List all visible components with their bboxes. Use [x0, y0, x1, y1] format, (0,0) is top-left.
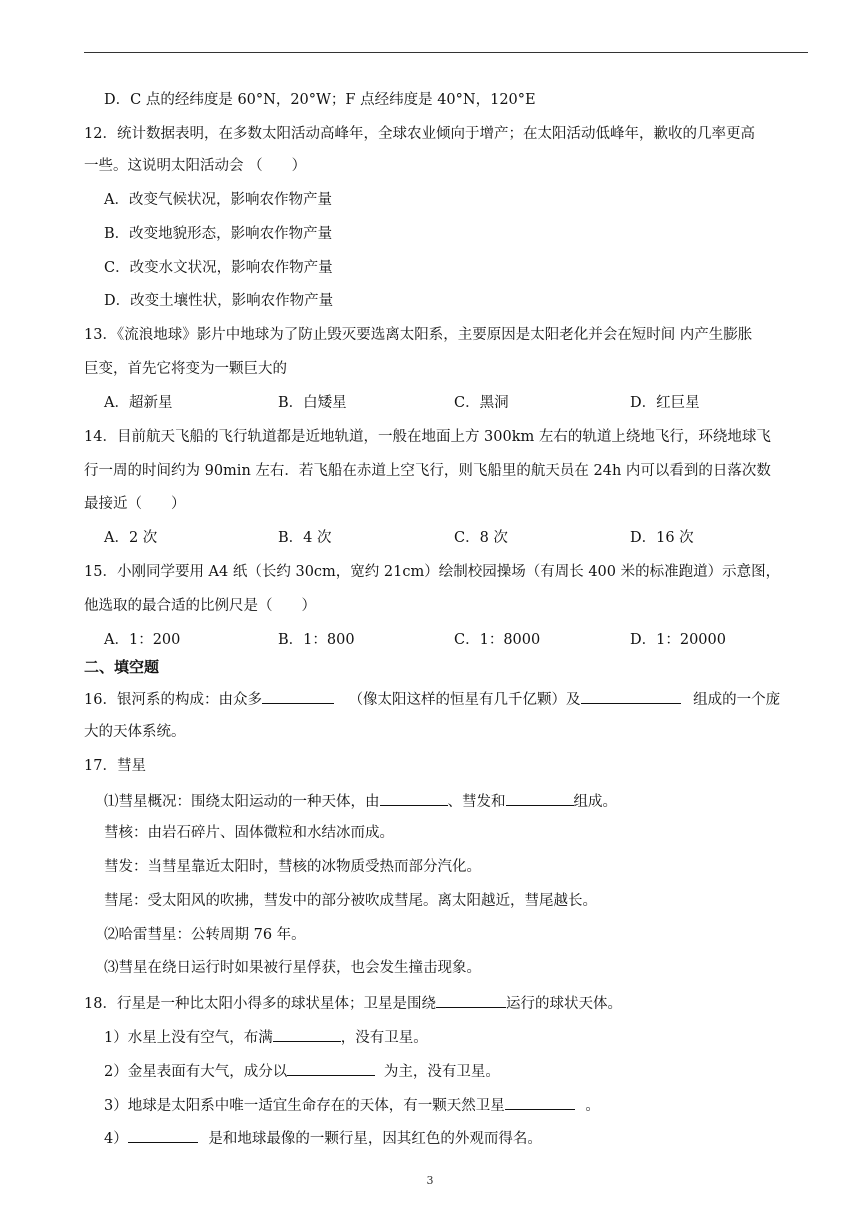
- q13-option-b: B．白矮星: [278, 395, 347, 411]
- q14-stem-line3: 最接近（ ）: [84, 496, 186, 512]
- q13-stem-line1: 13．《流浪地球》影片中地球为了防止毁灭要选离太阳系，主要原因是太阳老化并会在短时间 内产生膨胀: [84, 327, 753, 343]
- q16-blank-1[interactable]: [262, 688, 334, 704]
- q18-blank-5[interactable]: [128, 1127, 198, 1143]
- q14-option-b: B．4 次: [278, 530, 332, 546]
- q17-sub1-text-c: 组成。: [573, 794, 617, 810]
- q13-option-a: A．超新星: [104, 395, 173, 411]
- q17-blank-1[interactable]: [380, 790, 448, 806]
- q17-tail: 彗尾：受太阳风的吹拂，彗发中的部分被吹成彗尾。离太阳越近，彗尾越长。: [104, 893, 597, 909]
- q15-option-b: B．1：800: [278, 632, 355, 648]
- q16-line2: 大的天体系统。: [84, 724, 186, 740]
- q15-option-d: D．1：20000: [630, 632, 726, 648]
- q16-text-2: （像太阳这样的恒星有几千亿颗）及: [348, 692, 581, 708]
- q15-stem-line2: 他选取的最合适的比例尺是（ ）: [84, 598, 316, 614]
- q18-item1-text-a: 1）水星上没有空气，布满: [104, 1030, 273, 1046]
- q17-coma: 彗发：当彗星靠近太阳时，彗核的冰物质受热而部分汽化。: [104, 859, 481, 875]
- q18-blank-2[interactable]: [273, 1026, 341, 1042]
- q13-option-d: D．红巨星: [630, 395, 700, 411]
- q12-option-a: A．改变气候状况，影响农作物产量: [104, 192, 332, 208]
- q12-option-b: B．改变地貌形态，影响农作物产量: [104, 226, 333, 242]
- q18-item-2: [104, 1060, 500, 1080]
- q15-option-a: A．1：200: [104, 632, 181, 648]
- q14-option-d: D．16 次: [630, 530, 694, 546]
- q18-item-3: [104, 1094, 600, 1114]
- q18-blank-4[interactable]: [505, 1094, 575, 1110]
- q12-option-d: D．改变土壤性状，影响农作物产量: [104, 293, 334, 309]
- header-rule: [84, 52, 808, 53]
- q18-item4-text-a: 4）: [104, 1131, 128, 1147]
- q12-stem-line2: 一些。这说明太阳活动会 （ ）: [84, 158, 307, 174]
- q14-option-c: C．8 次: [454, 530, 508, 546]
- q11-option-d: D．C 点的经纬度是 60°N，20°W；F 点经纬度是 40°N，120°E: [104, 92, 536, 108]
- q18-item3-text-a: 3）地球是太阳系中唯一适宜生命存在的天体，有一颗天然卫星: [104, 1098, 505, 1114]
- q12-stem-line1: 12．统计数据表明，在多数太阳活动高峰年，全球农业倾向于增产；在太阳活动低峰年，歉收的几率更高: [84, 126, 755, 142]
- q14-stem-line1: 14．目前航天飞船的飞行轨道都是近地轨道，一般在地面上方 300km 左右的轨道上绕地飞行，环绕地球飞: [84, 429, 771, 445]
- q17-sub1-text-b: 、彗发和: [447, 794, 506, 810]
- q18-item2-text-b: 为主，没有卫星。: [383, 1064, 500, 1080]
- q18-text-1: 18．行星是一种比太阳小得多的球状星体；卫星是围绕: [84, 996, 436, 1012]
- q14-stem-line2: 行一周的时间约为 90min 左右．若飞船在赤道上空飞行，则飞船里的航天员在 24h 内可以看到的日落次数: [84, 463, 771, 479]
- q17-blank-2[interactable]: [506, 790, 574, 806]
- q17-sub1-text-a: ⑴彗星概况：围绕太阳运动的一种天体，由: [104, 794, 380, 810]
- q18-blank-3[interactable]: [287, 1060, 375, 1076]
- q16-line1: [84, 688, 780, 708]
- page-number: 3: [426, 1174, 434, 1187]
- q13-option-c: C．黑洞: [454, 395, 509, 411]
- q18-item1-text-b: ，没有卫星。: [340, 1030, 428, 1046]
- q14-option-a: A．2 次: [104, 530, 158, 546]
- q18-item2-text-a: 2）金星表面有大气，成分以: [104, 1064, 288, 1080]
- q12-option-c: C．改变水文状况，影响农作物产量: [104, 260, 333, 276]
- q17-sub1: [104, 790, 617, 810]
- q16-text-3: 组成的一个庞: [693, 692, 781, 708]
- q16-text-1: 16．银河系的构成：由众多: [84, 692, 262, 708]
- q18-item4-text-b: 是和地球最像的一颗行星，因其红色的外观而得名。: [208, 1131, 542, 1147]
- q17-sub2: ⑵哈雷彗星：公转周期 76 年。: [104, 927, 306, 943]
- q16-blank-2[interactable]: [581, 688, 681, 704]
- q17-sub3: ⑶彗星在绕日运行时如果被行星俘获，也会发生撞击现象。: [104, 960, 481, 976]
- q18-blank-1[interactable]: [436, 992, 506, 1008]
- q15-option-c: C．1：8000: [454, 632, 541, 648]
- q17-nucleus: 彗核：由岩石碎片、固体微粒和水结冰而成。: [104, 825, 394, 841]
- q18-text-2: 运行的球状天体。: [505, 996, 622, 1012]
- q18-item-4: [104, 1127, 542, 1147]
- q17-title: 17．彗星: [84, 758, 146, 774]
- q18-item3-text-b: 。: [585, 1098, 600, 1114]
- section-heading: 二、填空题: [84, 658, 160, 676]
- q18-item-1: [104, 1026, 428, 1046]
- q13-stem-line2: 巨变，首先它将变为一颗巨大的: [84, 361, 287, 377]
- q18-stem: [84, 992, 622, 1012]
- q15-stem-line1: 15．小刚同学要用 A4 纸（长约 30cm，宽约 21cm）绘制校园操场（有周长 400 米的标准跑道）示意图，: [84, 564, 781, 580]
